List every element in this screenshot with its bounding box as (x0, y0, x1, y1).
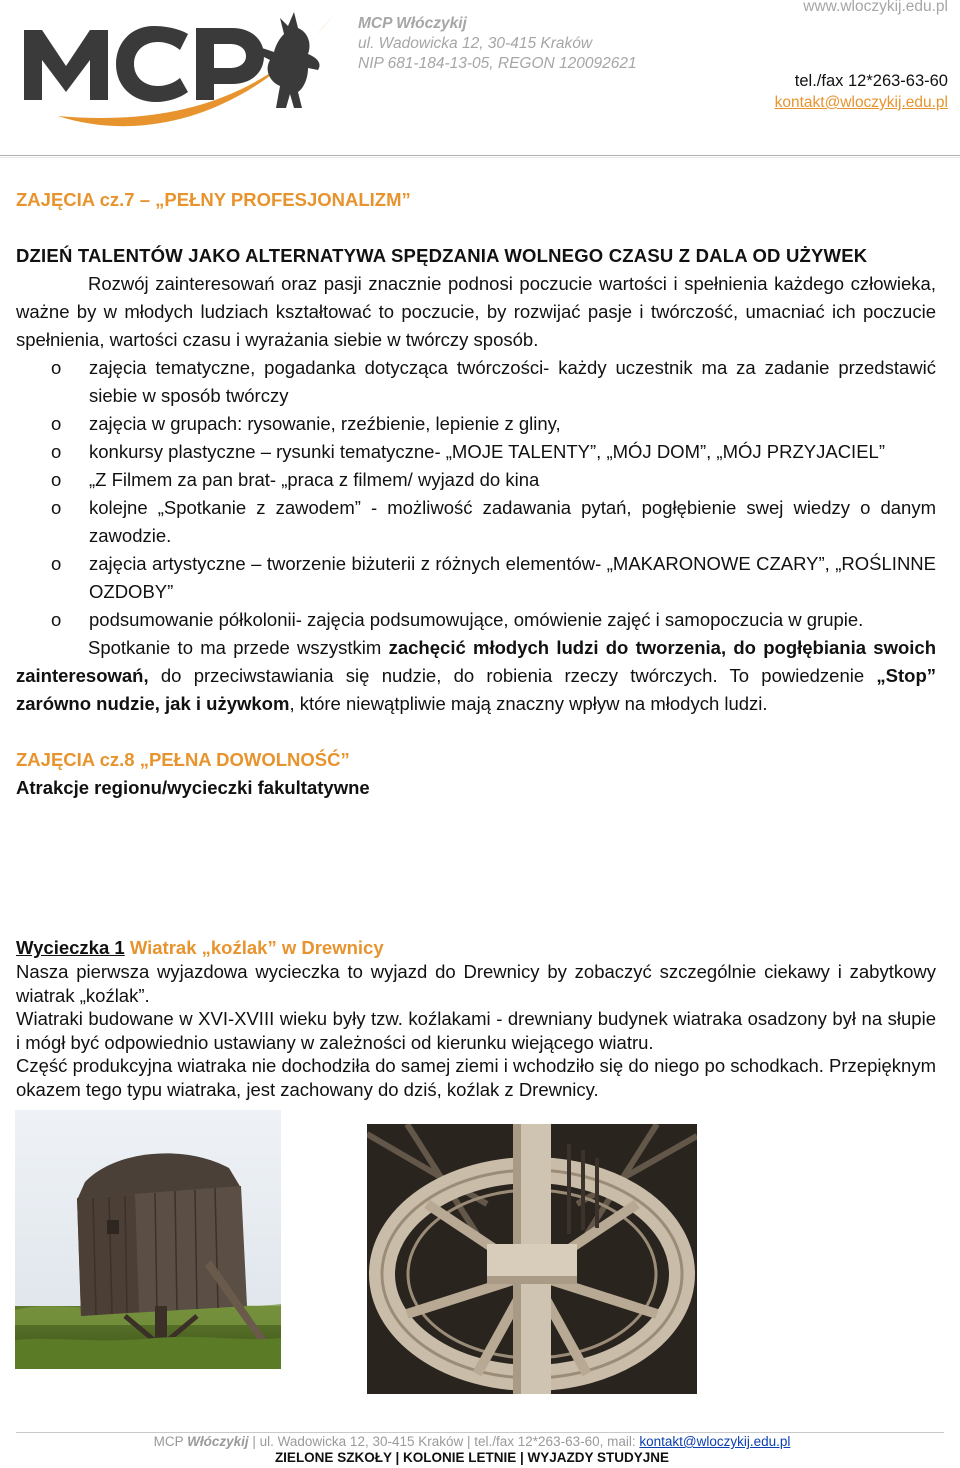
trip1-paragraph-1: Nasza pierwsza wyjazdowa wycieczka to wyjazd do Drewnicy by zobaczyć szczególnie ciekawy i zabytkowy wiatrak „koźlak”. (16, 961, 936, 1006)
list-item (16, 410, 936, 438)
company-address: ul. Wadowicka 12, 30-415 Kraków (358, 35, 593, 52)
footer-address: | ul. Wadowicka 12, 30-415 Kraków | tel./fax 12*263-63-60, mail: (248, 1434, 640, 1449)
logo-letter-p (196, 28, 264, 100)
list-bullet: o (51, 497, 62, 518)
list-bullet: o (51, 553, 62, 574)
list-item-text: zajęcia artystyczne – tworzenie biżuterii z różnych elementów- „MAKARONOWE CZARY”, „ROŚLINNE OZDOBY” (89, 553, 936, 602)
list-bullet: o (51, 413, 62, 434)
trip1-paragraph-2: Wiatraki budowane w XVI-XVIII wieku były tzw. koźlakami - drewniany budynek wiatraka osadzony był na słupie i mógł być odpowiednio ustawiany w zależności od kierunku wiejącego wiatru. (16, 1008, 936, 1053)
website-link[interactable]: www.wloczykij.edu.pl (803, 0, 948, 15)
company-name: MCP Włóczykij (358, 15, 467, 32)
logo-mascot (258, 12, 320, 108)
list-item (16, 354, 936, 410)
list-bullet: o (51, 357, 62, 378)
list-bullet: o (51, 469, 62, 490)
trip1-label: Wycieczka 1 (16, 937, 125, 958)
logo-letter-c (116, 26, 188, 102)
section7-title: ZAJĘCIA cz.7 – „PEŁNY PROFESJONALIZM” (16, 189, 411, 210)
trip1-paragraph-3: Część produkcyjna wiatraka nie dochodziła do samej ziemi i wchodziło się do niego po schodkach. Przepięknym okazem tego typu wiatraka, jest zachowany do dziś, koźlak z Drewnicy. (16, 1055, 936, 1100)
windmill-interior-photo (367, 1124, 697, 1394)
email-link[interactable]: kontakt@wloczykij.edu.pl (774, 94, 948, 111)
closing-text-1: Spotkanie to ma przede wszystkim (88, 637, 389, 658)
list-item-text: zajęcia w grupach: rysowanie, rzeźbienie, lepienie z gliny, (89, 413, 561, 434)
section8-subtitle: Atrakcje regionu/wycieczki fakultatywne (16, 777, 370, 798)
company-registry: NIP 681-184-13-05, REGON 120092621 (358, 55, 637, 72)
footer-divider (16, 1432, 944, 1433)
page-footer (0, 1434, 944, 1466)
list-item (16, 466, 936, 494)
trip1-title (16, 936, 936, 960)
list-bullet: o (51, 609, 62, 630)
footer-brand-italic: Włóczykij (187, 1434, 249, 1449)
company-info (358, 14, 637, 74)
header-divider (0, 155, 960, 156)
list-item (16, 550, 936, 606)
list-item-text: konkursy plastyczne – rysunki tematyczne- „MOJE TALENTY”, „MÓJ DOM”, „MÓJ PRZYJACIEL” (89, 441, 885, 462)
list-item-text: zajęcia tematyczne, pogadanka dotycząca twórczości- każdy uczestnik ma za zadanie przedstawić siebie w sposób twórczy (89, 357, 936, 406)
list-bullet: o (51, 441, 62, 462)
phone-number: tel./fax 12*263-63-60 (794, 72, 948, 90)
windmill-exterior-photo (15, 1110, 281, 1369)
footer-email-link[interactable]: kontakt@wloczykij.edu.pl (639, 1434, 791, 1449)
closing-text-2: do przeciwstawiania się nudzie, do robienia rzeczy twórczych. To powiedzenie (148, 665, 877, 686)
closing-text-3: , które niewątpliwie mają znaczny wpływ na młodych ludzi. (289, 693, 768, 714)
list-item (16, 606, 936, 634)
list-item (16, 438, 936, 466)
footer-contact (0, 1434, 944, 1450)
list-item (16, 494, 936, 550)
header-divider-light (0, 157, 960, 158)
footer-brand: MCP (153, 1434, 188, 1449)
trip1-name: Wiatrak „koźlak” w Drewnicy (124, 937, 384, 958)
mcp-logo (18, 4, 348, 134)
list-item-text: podsumowanie półkolonii- zajęcia podsumowujące, omówienie zajęć i samopoczucia w grupie. (89, 609, 864, 630)
list-item-text: „Z Filmem za pan brat- „praca z filmem/ wyjazd do kina (89, 469, 540, 490)
logo-letter-m (24, 30, 108, 100)
activity-list (16, 354, 936, 634)
spacer (16, 718, 936, 746)
section8-title: ZAJĘCIA cz.8 „PEŁNA DOWOLNOŚĆ” (16, 749, 350, 770)
closing-bold-1: zachęcić młodych ludzi do tworzenia, do pogłębiania swoich zainteresowań, (16, 637, 936, 686)
closing-bold-2: „Stop” zarówno nudzie, jak i używkom (16, 665, 936, 714)
main-content (16, 186, 936, 802)
trip-section (16, 936, 936, 1101)
section7-intro: Rozwój zainteresowań oraz pasji znacznie podnosi poczucie wartości i spełnienia każdego człowieka, ważne by w młodych ludziach kształtować to poczucie, by rozwijać pasje i twórczość, umacniać ich poczucie spełnienia, wartości czasu i wyrażania siebie w twórczy sposób. (16, 273, 936, 350)
page-header (0, 0, 960, 158)
footer-tagline: ZIELONE SZKOŁY | KOLONIE LETNIE | WYJAZDY STUDYJNE (274, 1450, 670, 1465)
list-item-text: kolejne „Spotkanie z zawodem” - możliwość zadawania pytań, pogłębienie swej wiedzy o danym zawodzie. (89, 497, 936, 546)
section7-closing (16, 634, 936, 718)
section7-subhead: DZIEŃ TALENTÓW JAKO ALTERNATYWA SPĘDZANIA WOLNEGO CZASU Z DALA OD UŻYWEK (16, 245, 868, 266)
